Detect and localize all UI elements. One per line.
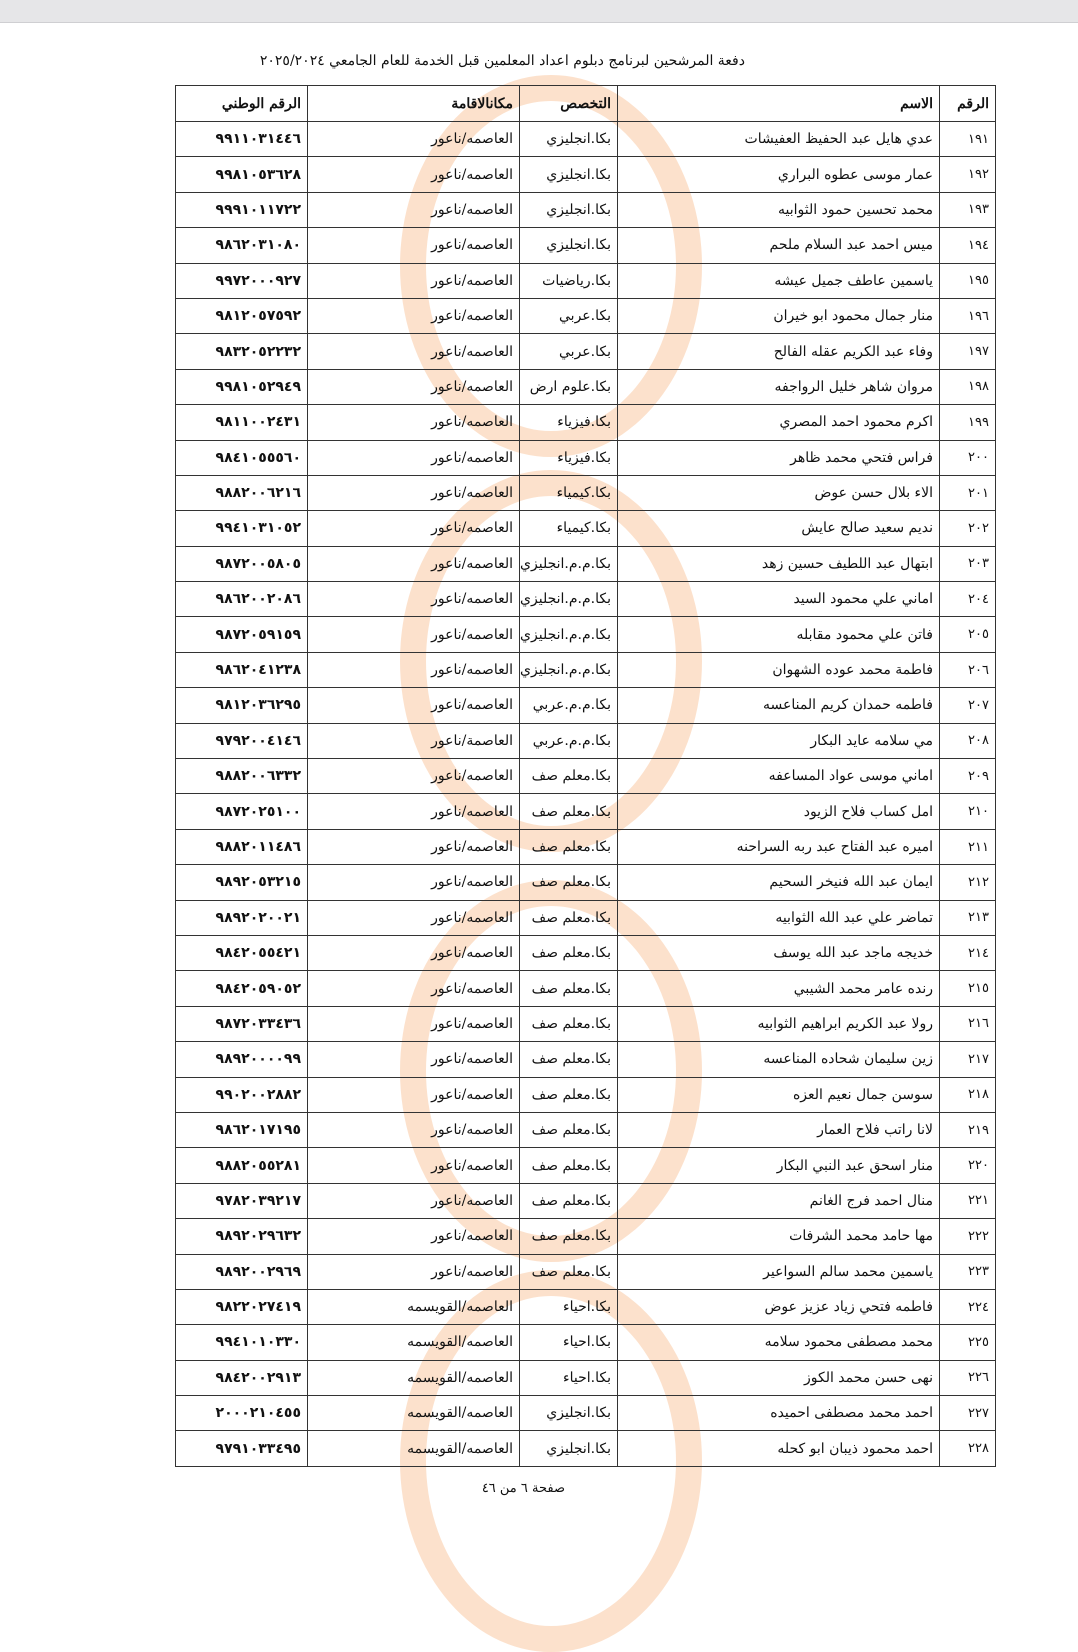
residence: العاصمه/ناعور bbox=[308, 935, 520, 970]
major: بكا.انجليزي bbox=[520, 192, 618, 227]
row-number: ٢٢١ bbox=[940, 1183, 996, 1218]
national-id: ٩٨٩٢٠٠٠٠٩٩ bbox=[176, 1042, 308, 1077]
row-number: ١٩٧ bbox=[940, 334, 996, 369]
national-id: ٩٨٩٢٠٢٠٠٢١ bbox=[176, 900, 308, 935]
residence: العاصمه/القويسمه bbox=[308, 1396, 520, 1431]
header-name: الاسم bbox=[618, 86, 940, 122]
residence: العاصمه/ناعور bbox=[308, 1006, 520, 1041]
table-header-row bbox=[176, 86, 996, 122]
candidate-name: الاء بلال حسن عوض bbox=[618, 475, 940, 510]
major: بكا.م.م.انجليزي bbox=[520, 582, 618, 617]
row-number: ٢٢٧ bbox=[940, 1396, 996, 1431]
candidate-name: مها حامد محمد الشرفات bbox=[618, 1219, 940, 1254]
table-row bbox=[176, 298, 996, 333]
table-row bbox=[176, 546, 996, 581]
national-id: ٩٩٤١٠١٠٣٣٠ bbox=[176, 1325, 308, 1360]
table-row bbox=[176, 369, 996, 404]
table-row bbox=[176, 1325, 996, 1360]
table-row bbox=[176, 582, 996, 617]
table-row bbox=[176, 1219, 996, 1254]
major: بكا.م.م.عربي bbox=[520, 723, 618, 758]
header-number: الرقم bbox=[940, 86, 996, 122]
major: بكا.م.م.انجليزي bbox=[520, 652, 618, 687]
candidate-name: مروان شاهر خليل الرواجفه bbox=[618, 369, 940, 404]
table-row bbox=[176, 1183, 996, 1218]
major: بكا.عربي bbox=[520, 334, 618, 369]
row-number: ٢٠٧ bbox=[940, 688, 996, 723]
table-row bbox=[176, 617, 996, 652]
major: بكا.معلم صف bbox=[520, 829, 618, 864]
national-id: ٩٨٤١٠٥٥٥٦٠ bbox=[176, 440, 308, 475]
residence: العاصمه/ناعور bbox=[308, 1148, 520, 1183]
national-id: ٩٨٤٢٠٠٢٩١٣ bbox=[176, 1360, 308, 1395]
candidate-name: فاتن علي محمود مقابله bbox=[618, 617, 940, 652]
residence: العاصمه/ناعور bbox=[308, 617, 520, 652]
row-number: ٢٢٥ bbox=[940, 1325, 996, 1360]
row-number: ١٩٩ bbox=[940, 405, 996, 440]
residence: العاصمه/ناعور bbox=[308, 865, 520, 900]
major: بكا.انجليزي bbox=[520, 228, 618, 263]
residence: العاصمه/ناعور bbox=[308, 582, 520, 617]
national-id: ٩٩٩١٠١١٧٢٢ bbox=[176, 192, 308, 227]
residence: العاصمه/ناعور bbox=[308, 1219, 520, 1254]
residence: العاصمه/القويسمه bbox=[308, 1431, 520, 1466]
major: بكا.معلم صف bbox=[520, 1006, 618, 1041]
residence: العاصمه/القويسمه bbox=[308, 1289, 520, 1324]
major: بكا.م.م.انجليزي bbox=[520, 617, 618, 652]
table-row bbox=[176, 263, 996, 298]
row-number: ٢١١ bbox=[940, 829, 996, 864]
residence: العاصمه/ناعور bbox=[308, 122, 520, 157]
row-number: ٢٠٤ bbox=[940, 582, 996, 617]
major: بكا.معلم صف bbox=[520, 1077, 618, 1112]
table-body bbox=[176, 122, 996, 1467]
table-row bbox=[176, 475, 996, 510]
residence: العاصمه/ناعور bbox=[308, 334, 520, 369]
major: بكا.معلم صف bbox=[520, 971, 618, 1006]
row-number: ٢٠٣ bbox=[940, 546, 996, 581]
major: بكا.معلم صف bbox=[520, 1219, 618, 1254]
major: بكا.فيزياء bbox=[520, 405, 618, 440]
candidate-name: لانا راتب فلاح العمار bbox=[618, 1112, 940, 1147]
table-row bbox=[176, 511, 996, 546]
residence: العاصمه/القويسمه bbox=[308, 1360, 520, 1395]
table-row bbox=[176, 440, 996, 475]
table-row bbox=[176, 794, 996, 829]
row-number: ٢١٤ bbox=[940, 935, 996, 970]
major: بكا.معلم صف bbox=[520, 865, 618, 900]
residence: العاصمه/ناعور bbox=[308, 900, 520, 935]
candidate-name: محمد تحسين حمود الثوابيه bbox=[618, 192, 940, 227]
national-id: ٩٨٢٢٠٢٧٤١٩ bbox=[176, 1289, 308, 1324]
residence: العاصمه/ناعور bbox=[308, 1183, 520, 1218]
residence: العاصمه/ناعور bbox=[308, 475, 520, 510]
residence: العاصمه/ناعور bbox=[308, 405, 520, 440]
major: بكا.معلم صف bbox=[520, 1112, 618, 1147]
national-id: ٩٨٩٢٠٢٩٦٣٢ bbox=[176, 1219, 308, 1254]
national-id: ٩٨٩٢٠٠٢٩٦٩ bbox=[176, 1254, 308, 1289]
row-number: ٢٢٢ bbox=[940, 1219, 996, 1254]
row-number: ٢٠٩ bbox=[940, 759, 996, 794]
residence: العاصمه/ناعور bbox=[308, 369, 520, 404]
row-number: ١٩٢ bbox=[940, 157, 996, 192]
national-id: ٩٨٤٢٠٥٥٤٢١ bbox=[176, 935, 308, 970]
residence: العاصمه/ناعور bbox=[308, 511, 520, 546]
row-number: ٢٢٨ bbox=[940, 1431, 996, 1466]
row-number: ١٩٥ bbox=[940, 263, 996, 298]
national-id: ٩٩٨١٠٥٣٦٢٨ bbox=[176, 157, 308, 192]
candidate-name: منار جمال محمود ابو خيران bbox=[618, 298, 940, 333]
candidate-name: وفاء عبد الكريم عقله الفالح bbox=[618, 334, 940, 369]
residence: العاصمه/ناعور bbox=[308, 1112, 520, 1147]
candidate-name: عدي هايل عبد الحفيظ العفيشات bbox=[618, 122, 940, 157]
major: بكا.انجليزي bbox=[520, 1396, 618, 1431]
candidate-name: زين سليمان شحاده المناعسه bbox=[618, 1042, 940, 1077]
major: بكا.معلم صف bbox=[520, 1254, 618, 1289]
candidate-name: محمد مصطفى محمود سلامه bbox=[618, 1325, 940, 1360]
residence: العاصمه/ناعور bbox=[308, 440, 520, 475]
residence: العاصمه/ناعور bbox=[308, 652, 520, 687]
national-id: ٩٩٠٢٠٠٢٨٨٢ bbox=[176, 1077, 308, 1112]
candidate-name: امل كساب فلاح الزيود bbox=[618, 794, 940, 829]
row-number: ٢١٩ bbox=[940, 1112, 996, 1147]
candidate-name: احمد محمد مصطفى احميده bbox=[618, 1396, 940, 1431]
header-major: التخصص bbox=[520, 86, 618, 122]
table-row bbox=[176, 1360, 996, 1395]
major: بكا.انجليزي bbox=[520, 122, 618, 157]
national-id: ٩٨٦٢٠٣١٠٨٠ bbox=[176, 228, 308, 263]
row-number: ٢١٥ bbox=[940, 971, 996, 1006]
major: بكا.كيمياء bbox=[520, 511, 618, 546]
residence: العاصمه/ناعور bbox=[308, 263, 520, 298]
candidate-name: ابتهال عبد اللطيف حسين زهد bbox=[618, 546, 940, 581]
table-row bbox=[176, 1148, 996, 1183]
national-id: ٩٨٤٢٠٥٩٠٥٢ bbox=[176, 971, 308, 1006]
row-number: ٢٠٦ bbox=[940, 652, 996, 687]
candidate-name: ياسمين محمد سالم السواعير bbox=[618, 1254, 940, 1289]
candidate-name: نهى حسن محمد الكوز bbox=[618, 1360, 940, 1395]
major: بكا.كيمياء bbox=[520, 475, 618, 510]
national-id: ٩٨٨٢٠٠٦٣٣٢ bbox=[176, 759, 308, 794]
national-id: ٩٨٩٢٠٥٣٢١٥ bbox=[176, 865, 308, 900]
row-number: ٢٢٠ bbox=[940, 1148, 996, 1183]
table-row bbox=[176, 1431, 996, 1466]
major: بكا.معلم صف bbox=[520, 1042, 618, 1077]
row-number: ٢٠٥ bbox=[940, 617, 996, 652]
major: بكا.احياء bbox=[520, 1360, 618, 1395]
table-row bbox=[176, 1077, 996, 1112]
candidate-name: اماني علي محمود السيد bbox=[618, 582, 940, 617]
table-row bbox=[176, 900, 996, 935]
national-id: ٩٧٩١٠٣٣٤٩٥ bbox=[176, 1431, 308, 1466]
major: بكا.معلم صف bbox=[520, 1183, 618, 1218]
table-row bbox=[176, 652, 996, 687]
candidate-name: ياسمين عاطف جميل عيشه bbox=[618, 263, 940, 298]
row-number: ١٩٤ bbox=[940, 228, 996, 263]
page-number: صفحة ٦ من ٤٦ bbox=[481, 1481, 565, 1496]
candidates-table bbox=[175, 85, 996, 1467]
row-number: ٢٠١ bbox=[940, 475, 996, 510]
table-row bbox=[176, 334, 996, 369]
national-id: ٩٧٨٢٠٣٩٢١٧ bbox=[176, 1183, 308, 1218]
candidate-name: مي سلامه عايد البكار bbox=[618, 723, 940, 758]
row-number: ٢٢٦ bbox=[940, 1360, 996, 1395]
row-number: ٢١٠ bbox=[940, 794, 996, 829]
residence: العاصمه/ناعور bbox=[308, 1042, 520, 1077]
row-number: ٢١٨ bbox=[940, 1077, 996, 1112]
major: بكا.معلم صف bbox=[520, 900, 618, 935]
candidate-name: نديم سعيد صالح عايش bbox=[618, 511, 940, 546]
residence: العاصمه/ناعور bbox=[308, 971, 520, 1006]
national-id: ٩٨٧٢٠٢٥١٠٠ bbox=[176, 794, 308, 829]
table-row bbox=[176, 1042, 996, 1077]
residence: العاصمه/ناعور bbox=[308, 298, 520, 333]
residence: العاصمه/ناعور bbox=[308, 546, 520, 581]
candidate-name: تماضر علي عبد الله الثوابيه bbox=[618, 900, 940, 935]
national-id: ٩٨١٢٠٣٦٢٩٥ bbox=[176, 688, 308, 723]
table-row bbox=[176, 405, 996, 440]
national-id: ٩٨١٢٠٥٧٥٩٢ bbox=[176, 298, 308, 333]
row-number: ١٩٨ bbox=[940, 369, 996, 404]
residence: العاصمه/ناعور bbox=[308, 157, 520, 192]
table-row bbox=[176, 971, 996, 1006]
national-id: ٩٨٣٢٠٥٢٢٣٢ bbox=[176, 334, 308, 369]
residence: العاصمه/ناعور bbox=[308, 192, 520, 227]
row-number: ١٩٣ bbox=[940, 192, 996, 227]
candidate-name: اماني موسى عواد المساعفه bbox=[618, 759, 940, 794]
table-row bbox=[176, 192, 996, 227]
residence: العاصمه/ناعور bbox=[308, 1077, 520, 1112]
residence: العاصمه/ناعور bbox=[308, 829, 520, 864]
national-id: ٩٨٦٢٠١٧١٩٥ bbox=[176, 1112, 308, 1147]
table-row bbox=[176, 688, 996, 723]
candidate-name: فراس فتحي محمد ظاهر bbox=[618, 440, 940, 475]
candidate-name: ايمان عبد الله فنيخر السحيم bbox=[618, 865, 940, 900]
table-row bbox=[176, 829, 996, 864]
candidate-name: رولا عبد الكريم ابراهيم الثوابيه bbox=[618, 1006, 940, 1041]
major: بكا.فيزياء bbox=[520, 440, 618, 475]
national-id: ٩٩٨١٠٥٢٩٤٩ bbox=[176, 369, 308, 404]
major: بكا.انجليزي bbox=[520, 1431, 618, 1466]
residence: العاصمه/ناعور bbox=[308, 759, 520, 794]
table-row bbox=[176, 723, 996, 758]
header-residence: مكانالاقامة bbox=[308, 86, 520, 122]
candidate-name: منار اسحق عبد النبي البكار bbox=[618, 1148, 940, 1183]
national-id: ٩٨٧٢٠٠٥٨٠٥ bbox=[176, 546, 308, 581]
national-id: ٩٨٧٢٠٣٣٤٣٦ bbox=[176, 1006, 308, 1041]
table-row bbox=[176, 1006, 996, 1041]
row-number: ٢٢٣ bbox=[940, 1254, 996, 1289]
major: بكا.انجليزي bbox=[520, 157, 618, 192]
viewer-top-bar bbox=[0, 0, 1078, 23]
national-id: ٩٨٨٢٠١١٤٨٦ bbox=[176, 829, 308, 864]
national-id: ٩٩٤١٠٣١٠٥٢ bbox=[176, 511, 308, 546]
table-row bbox=[176, 865, 996, 900]
row-number: ٢١٧ bbox=[940, 1042, 996, 1077]
national-id: ٢٠٠٠٢١٠٤٥٥ bbox=[176, 1396, 308, 1431]
national-id: ٩٩١١٠٣١٤٤٦ bbox=[176, 122, 308, 157]
row-number: ٢٠٢ bbox=[940, 511, 996, 546]
row-number: ٢١٢ bbox=[940, 865, 996, 900]
table-row bbox=[176, 759, 996, 794]
candidate-name: سوسن جمال نعيم العزه bbox=[618, 1077, 940, 1112]
table-row bbox=[176, 122, 996, 157]
row-number: ٢٠٠ bbox=[940, 440, 996, 475]
table-row bbox=[176, 1112, 996, 1147]
candidate-name: فاطمه حمدان كريم المناعسه bbox=[618, 688, 940, 723]
header-national-id: الرقم الوطني bbox=[176, 86, 308, 122]
national-id: ٩٨١١٠٠٢٤٣١ bbox=[176, 405, 308, 440]
major: بكا.معلم صف bbox=[520, 1148, 618, 1183]
major: بكا.علوم ارض bbox=[520, 369, 618, 404]
candidate-name: فاطمة محمد عوده الشهوان bbox=[618, 652, 940, 687]
national-id: ٩٨٧٢٠٥٩١٥٩ bbox=[176, 617, 308, 652]
candidate-name: عمار موسى عطوه البراري bbox=[618, 157, 940, 192]
row-number: ٢١٣ bbox=[940, 900, 996, 935]
candidate-name: اميره عبد الفتاح عبد ربه السراحنه bbox=[618, 829, 940, 864]
residence: العاصمه/ناعور bbox=[308, 228, 520, 263]
residence: العاصمة/ناعور bbox=[308, 723, 520, 758]
major: بكا.معلم صف bbox=[520, 759, 618, 794]
candidate-name: رنده عامر محمد الشيبي bbox=[618, 971, 940, 1006]
major: بكا.معلم صف bbox=[520, 935, 618, 970]
major: بكا.عربي bbox=[520, 298, 618, 333]
national-id: ٩٧٩٢٠٠٤١٤٦ bbox=[176, 723, 308, 758]
table-row bbox=[176, 1396, 996, 1431]
row-number: ٢٢٤ bbox=[940, 1289, 996, 1324]
residence: العاصمه/ناعور bbox=[308, 1254, 520, 1289]
national-id: ٩٩٧٢٠٠٠٩٢٧ bbox=[176, 263, 308, 298]
major: بكا.احياء bbox=[520, 1289, 618, 1324]
candidate-name: ميس احمد عبد السلام ملحم bbox=[618, 228, 940, 263]
national-id: ٩٨٦٢٠٠٢٠٨٦ bbox=[176, 582, 308, 617]
row-number: ٢٠٨ bbox=[940, 723, 996, 758]
candidate-name: اكرم محمود احمد المصري bbox=[618, 405, 940, 440]
candidate-name: فاطمه فتحي زياد عزيز عوض bbox=[618, 1289, 940, 1324]
national-id: ٩٨٦٢٠٤١٢٣٨ bbox=[176, 652, 308, 687]
table-row bbox=[176, 1289, 996, 1324]
major: بكا.احياء bbox=[520, 1325, 618, 1360]
candidate-name: احمد محمود ذيبان ابو كحله bbox=[618, 1431, 940, 1466]
candidate-name: منال احمد فرج الغانم bbox=[618, 1183, 940, 1218]
table-row bbox=[176, 228, 996, 263]
major: بكا.م.م.عربي bbox=[520, 688, 618, 723]
residence: العاصمه/ناعور bbox=[308, 688, 520, 723]
major: بكا.م.م.انجليزي bbox=[520, 546, 618, 581]
table-row bbox=[176, 935, 996, 970]
row-number: ١٩٦ bbox=[940, 298, 996, 333]
national-id: ٩٨٨٢٠٥٥٢٨١ bbox=[176, 1148, 308, 1183]
table-row bbox=[176, 157, 996, 192]
table-row bbox=[176, 1254, 996, 1289]
document-title: دفعة المرشحين لبرنامج دبلوم اعداد المعلمين قبل الخدمة للعام الجامعي ٢٠٢٥/٢٠٢٤ bbox=[259, 53, 745, 69]
major: بكا.رياضيات bbox=[520, 263, 618, 298]
residence: العاصمه/ناعور bbox=[308, 794, 520, 829]
row-number: ٢١٦ bbox=[940, 1006, 996, 1041]
major: بكا.معلم صف bbox=[520, 794, 618, 829]
residence: العاصمه/القويسمه bbox=[308, 1325, 520, 1360]
candidate-name: خديجه ماجد عبد الله يوسف bbox=[618, 935, 940, 970]
row-number: ١٩١ bbox=[940, 122, 996, 157]
national-id: ٩٨٨٢٠٠٦٢١٦ bbox=[176, 475, 308, 510]
